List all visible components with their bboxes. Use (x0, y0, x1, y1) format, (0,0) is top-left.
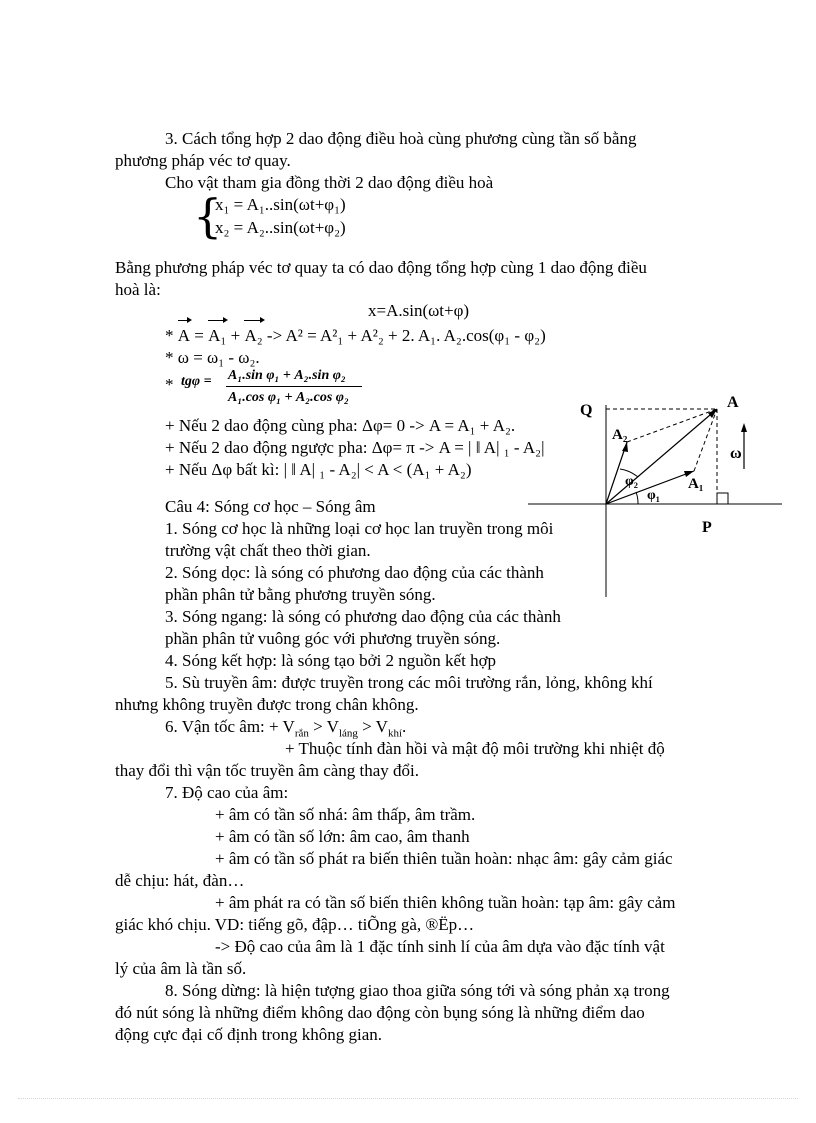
equation-x1: x₁ = A₁..sin(ωt+φ₁) (215, 195, 346, 214)
item7-c-line1: + âm có tần số phát ra biến thiên tuần hoàn: nhạc âm: gây cảm giác (215, 849, 673, 868)
equation-x2: x₂ = A₂..sin(ωt+φ₂) (215, 218, 346, 237)
vector-a: A (177, 326, 191, 345)
star-bullet: * (165, 326, 178, 345)
main-equation: x=A.sin(ωt+φ) (368, 301, 470, 320)
tg-numerator: A₁.sin φ₁ + A₂.sin φ₂ (228, 368, 346, 383)
label-a: A (727, 394, 739, 411)
item5-line2: nhưng không truyền được trong chân không. (115, 695, 419, 714)
item2-line1: 2. Sóng dọc: là sóng có phương dao động của các thành (165, 563, 544, 582)
page-bottom-border (18, 1098, 798, 1099)
system-brace: { (193, 189, 223, 243)
item7-e-line1: -> Độ cao của âm là 1 đặc tính sinh lí của âm dựa vào đặc tính vật (215, 937, 665, 956)
label-phi2: φ₂ (625, 474, 638, 489)
item1-line2: trường vật chất theo thời gian. (165, 541, 371, 560)
item6-text-b: > V (308, 717, 339, 736)
star-bullet-tg: * (165, 375, 174, 394)
item6-line2: + Thuộc tính đàn hồi và mật độ môi trường khi nhiệt độ (285, 739, 665, 758)
label-omega: ω (730, 445, 742, 462)
item2-line2: phần phân tử bằng phương truyền sóng. (165, 585, 436, 604)
tg-denominator: A₁.cos φ₁ + A₂.cos φ₂ (228, 390, 349, 405)
item7-e-line2: lý của âm là tần số. (115, 959, 247, 978)
section3-intro: Cho vật tham gia đồng thời 2 dao động điều hoà (165, 173, 494, 192)
item6-sub-solid: rắn (294, 727, 309, 740)
result-line1: Bằng phương pháp véc tơ quay ta có dao động tổng hợp cùng 1 dao động điều (115, 258, 647, 277)
result-line2: hoà là: (115, 280, 161, 299)
angle-phi1-arc (636, 492, 638, 504)
section4-title: Câu 4: Sóng cơ học – Sóng âm (165, 497, 376, 516)
label-q: Q (580, 402, 593, 419)
item6-line3: thay đổi thì vận tốc truyền âm càng thay đổi. (115, 761, 420, 780)
label-phi1: φ₁ (647, 488, 660, 503)
case-opposite-phase: + Nếu 2 dao động ngược pha: Δφ= π -> A = | ‖ A| ₁ - A₂| (165, 438, 545, 457)
item5-line1: 5. Sù truyền âm: được truyền trong các môi trường rắn, lỏng, không khí (165, 673, 653, 692)
item7-b: + âm có tần số lớn: âm cao, âm thanh (215, 827, 470, 846)
item7-c-line2: dễ chịu: hát, đàn… (115, 871, 245, 890)
item6-text-d: . (402, 717, 407, 736)
omega-arrowhead (741, 423, 747, 432)
label-a1: A₁ (688, 476, 704, 492)
label-p: P (702, 519, 712, 536)
parallelogram-side-top (627, 409, 717, 442)
item1-line1: 1. Sóng cơ học là những loại cơ học lan truyền trong môi (165, 519, 554, 538)
item8-line1: 8. Sóng dừng: là hiện tượng giao thoa giữa sóng tới và sóng phản xạ trong (165, 981, 670, 1000)
section3-title-line1: 3. Cách tổng hợp 2 dao động điều hoà cùng phương cùng tần số bằng (165, 129, 637, 148)
vector-a1: A₁ (208, 326, 227, 345)
item7-d-line1: + âm phát ra có tần số biến thiên không tuần hoàn: tạp âm: gây cảm (215, 893, 676, 912)
item7-title: 7. Độ cao của âm: (165, 783, 289, 802)
item3-line1: 3. Sóng ngang: là sóng có phương dao động của các thành (165, 607, 561, 626)
section3-title-line2: phương pháp véc tơ quay. (115, 151, 291, 170)
item6-text-c: > V (357, 717, 388, 736)
case-arbitrary-phase: + Nếu Δφ bất kì: | ‖ A| ₁ - A₂| < A < (A₁ + A₂) (165, 460, 472, 479)
vector-a2-arrowhead (622, 442, 628, 452)
phasor-diagram (520, 385, 790, 600)
fraction-bar (226, 386, 362, 387)
item8-line3: động cực đại cố định trong không gian. (115, 1025, 382, 1044)
item7-a: + âm có tần số nhá: âm thấp, âm trầm. (215, 805, 476, 824)
item6-sub-gas: khí (387, 727, 403, 740)
right-angle-marker (717, 493, 728, 504)
case-same-phase: + Nếu 2 dao động cùng pha: Δφ= 0 -> A = A₁ + A₂. (165, 416, 516, 435)
item3-line2: phần phân tử vuông góc với phương truyền sóng. (165, 629, 501, 648)
vector-sum-formula: * A = A₁ + A₂ -> A² = A²₁ + A²₂ + 2. A₁. A₂.cos(φ₁ - φ₂) (165, 326, 546, 345)
tg-label: tgφ = (181, 374, 212, 389)
item6-sub-liquid: láng (338, 727, 358, 740)
item7-d-line2: giác khó chịu. VD: tiếng gõ, đập… tiÕng gà, ®Ëp… (115, 915, 475, 934)
item4: 4. Sóng kết hợp: là sóng tạo bởi 2 nguồn kết hợp (165, 651, 497, 670)
omega-formula: * ω = ω₁ - ω₂. (165, 348, 260, 367)
item8-line2: đó nút sóng là những điểm không dao động còn bụng sóng là những điểm dao (115, 1003, 645, 1022)
vector-a2: A₂ (244, 326, 263, 345)
amplitude-formula: -> A² = A²₁ + A²₂ + 2. A₁. A₂.cos(φ₁ - φ₂) (262, 326, 546, 345)
item6-text-a: 6. Vận tốc âm: + V (165, 717, 295, 736)
label-a2: A₂ (612, 427, 628, 443)
